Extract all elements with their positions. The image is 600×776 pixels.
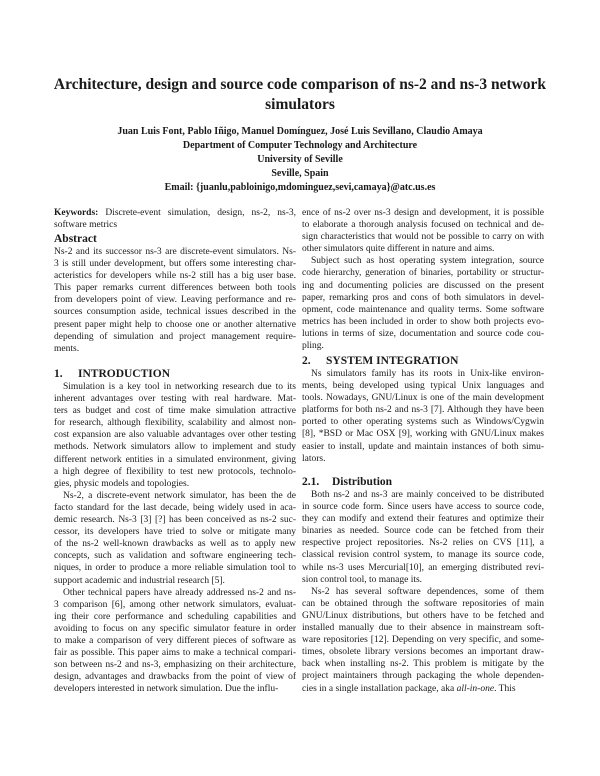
text-line: Ns-2, a discrete-event network simulator, has been the de [63,490,296,501]
paragraph [54,381,296,490]
text-line: support academic and industrial research [5]. [54,575,225,586]
paragraph [302,255,544,352]
text-line: methods. Network simulators allow to implement and study [54,442,296,453]
paragraph [302,368,544,465]
text-line: while ns-3 uses Mercurial[10], an emerging distributed revi- [302,562,544,573]
text-line: ments. [54,343,80,354]
section-number: 1. [54,368,63,380]
paragraph [54,490,296,587]
text-line: depending of simulation and project management require- [54,331,296,342]
text-line: Both ns-2 and ns-3 are mainly conceived to be distributed [311,490,544,500]
section-heading [54,367,296,381]
text-line: Ns-2 has several software dependences, some of them [311,586,544,597]
text-line: avoiding to focus on any specific simulator feature in order [54,623,296,634]
text-line: ters as budget and cost of time make simulation attractive [54,406,296,417]
author-names: Juan Luis Font, Pablo Iñigo, Manuel Domínguez, José Luis Sevillano, Claudio Amaya [117,126,483,137]
text-line: classical revision control system, to manage its source code, [302,550,544,561]
text-line: ware repositories [12]. Depending on very specific, and some- [302,635,544,646]
abstract-heading: Abstract [54,233,97,245]
text-line: cies in a single installation package, aka all-in-one. This [302,683,516,694]
text-line: sources consumption aside, technical issues described in the [54,307,296,318]
text-line: back when installing ns-2. This problem is mitigate by the [302,659,544,670]
text-line: demic research. Ns-3 [3] [?] has been conceived as ns-2 suc- [54,515,296,526]
text-line: gies, physic models and topologies. [54,478,190,489]
university: University of Seville [257,154,343,165]
text-line: for research, although flexibility, scalability and almost non- [54,418,296,429]
keywords-label: Keywords: [54,208,99,218]
author-block [40,125,560,195]
title-line: simulators [265,96,335,113]
text-line: different network entities in a simulated environment, giving [54,454,296,465]
text-line: ing and documenting policies are discussed on the present [302,280,544,291]
text-line: times, obsolete library versions becomes an important draw- [302,647,544,658]
text-line: cost expansion are also valuable advantages over other testing [54,430,296,441]
text-line: binaries as needed. Source code can be fetched from their [302,526,544,537]
system-integration-section [302,354,544,465]
paragraph [302,489,544,586]
text-line: son between ns-2 and ns-3, emphasizing on their architecture, [54,660,296,671]
text-line: paper, remarking pros and cons of both simulators in devel- [302,292,544,303]
text-line: fair as possible. This paper aims to make a technical compari- [54,648,296,659]
abstract-section [54,232,296,355]
location: Seville, Spain [271,168,329,179]
section-number: 2. [302,355,311,367]
text-line: Ns simulators family has its roots in Unix-like environ- [311,369,544,379]
text-line: opment, code maintenance and quality terms. Some software [302,304,544,315]
text-line: platforms for both ns-2 and ns-3 [7]. Although they have been [302,405,544,416]
department: Department of Computer Technology and Architecture [182,140,418,151]
text-line: This paper remarks current differences between both tools [54,283,296,294]
text-line: present paper might help to choose one or another alternative [54,319,296,330]
text-line: installed manually due to their absence in mainstream soft- [302,623,544,634]
text-line: sion control tool, to manage its. [302,574,423,585]
text-line: [8], *BSD or Mac OSX [9], working with GNU/Linux makes [302,429,544,440]
text-line: to elaborate a thorough analysis focused on technical and de- [302,220,544,231]
text-line: Ns-2 and its successor ns-3 are discrete-event simulators. Ns- [54,247,296,257]
text-line: a high degree of flexibility to test new protocols, technolo- [54,466,296,477]
text-line: Subject such as host operating system integration, source [311,256,544,267]
section-title: INTRODUCTION [78,368,171,380]
section-title: Distribution [332,476,393,488]
text-line: can be obtained through the software repositories of main [302,598,544,609]
text-line: ence of ns-2 over ns-3 design and development, it is possible [302,208,544,218]
section-heading [302,354,544,368]
text-line: cessor, its developers have tried to solve or mitigate many [54,527,296,538]
text-line: respective project repositories. Ns-2 relies on CVS [11], a [302,538,544,549]
paragraph [302,586,544,695]
text-line: design, advantages and drawbacks from the point of view of [54,672,296,683]
paragraph [54,246,296,355]
text-line: of the ns-2 well-known drawbacks as well as to apply new [54,539,296,550]
text-line: from developers point of view. Leaving performance and re- [54,295,296,306]
text-line: facto standard for the last decade, being widely used in aca- [54,502,296,513]
text-line: niques, in order to produce a more reliable simulation tool to [54,563,296,574]
keywords-text: software metrics [54,220,118,231]
introduction-section [54,367,296,695]
email: Email: {juanlu,pabloinigo,mdominguez,sevi,camaya}@atc.us.es [164,182,436,193]
text-line: lators. [302,453,326,464]
text-line: code hierarchy, generation of binaries, portability or structur- [302,268,544,279]
paragraph [54,587,296,696]
text-line: they can modify and extend their features and optimize their [302,514,544,525]
title-line: Architecture, design and source code comparison of ns-2 and ns-3 network [53,76,547,93]
section-title: SYSTEM INTEGRATION [326,355,459,367]
text-line: other simulators quite different in nature and aims. [302,244,495,255]
paper-title [40,75,560,115]
section-number: 2.1. [302,476,320,488]
text-line: ported to other operating systems such as Windows/Cygwin [302,417,544,428]
keywords-text: Discrete-event simulation, design, ns-2, ns-3, [105,208,296,218]
intro-continued [302,207,544,352]
text-line: developers interested in network simulation. Due the influ- [54,684,279,695]
text-line: in source code form. Since users have access to source code, [302,502,544,513]
text-line: easier to install, update and maintain instances of both simu- [302,441,544,452]
text-line: project maintainers through packaging the whole dependen- [302,671,544,682]
text-line: concepts, such as validation and software engineering tech- [54,551,296,562]
keywords [54,207,296,231]
text-line: ments, being developed using typical Unix languages and [302,381,544,392]
text-line: sign characteristics that would not be possible to carry on with [302,232,544,243]
text-line: GNU/Linux distributions, but others have to be fetched and [302,610,544,621]
text-line: tools. Nowadays, GNU/Linux is one of the main development [302,393,544,404]
text-line: 3 comparison [6], among other network simulators, evaluat- [54,599,296,610]
text-line: Simulation is a key tool in networking research due to its [63,382,296,392]
distribution-section [302,475,544,695]
text-line: to make a comparison of very different pieces of software as [54,635,296,646]
text-line: acteristics for developers while ns-2 still has a big user base. [54,271,296,282]
paragraph [302,207,544,255]
text-line: lutions in terms of size, documentation and source code cou- [302,328,544,339]
text-line: Other technical papers have already addressed ns-2 and ns- [63,587,296,598]
text-line: metrics has been included in order to show both projects evo- [302,316,544,327]
text-line: pling. [302,341,324,352]
text-line: 3 is still under development, but offers some interesting char- [54,259,296,270]
text-line: ing their core performance and scheduling capabilities and [54,611,296,622]
text-line: inherent advantages over testing with real hardware. Mat- [54,394,296,405]
subsection-heading [302,475,544,489]
